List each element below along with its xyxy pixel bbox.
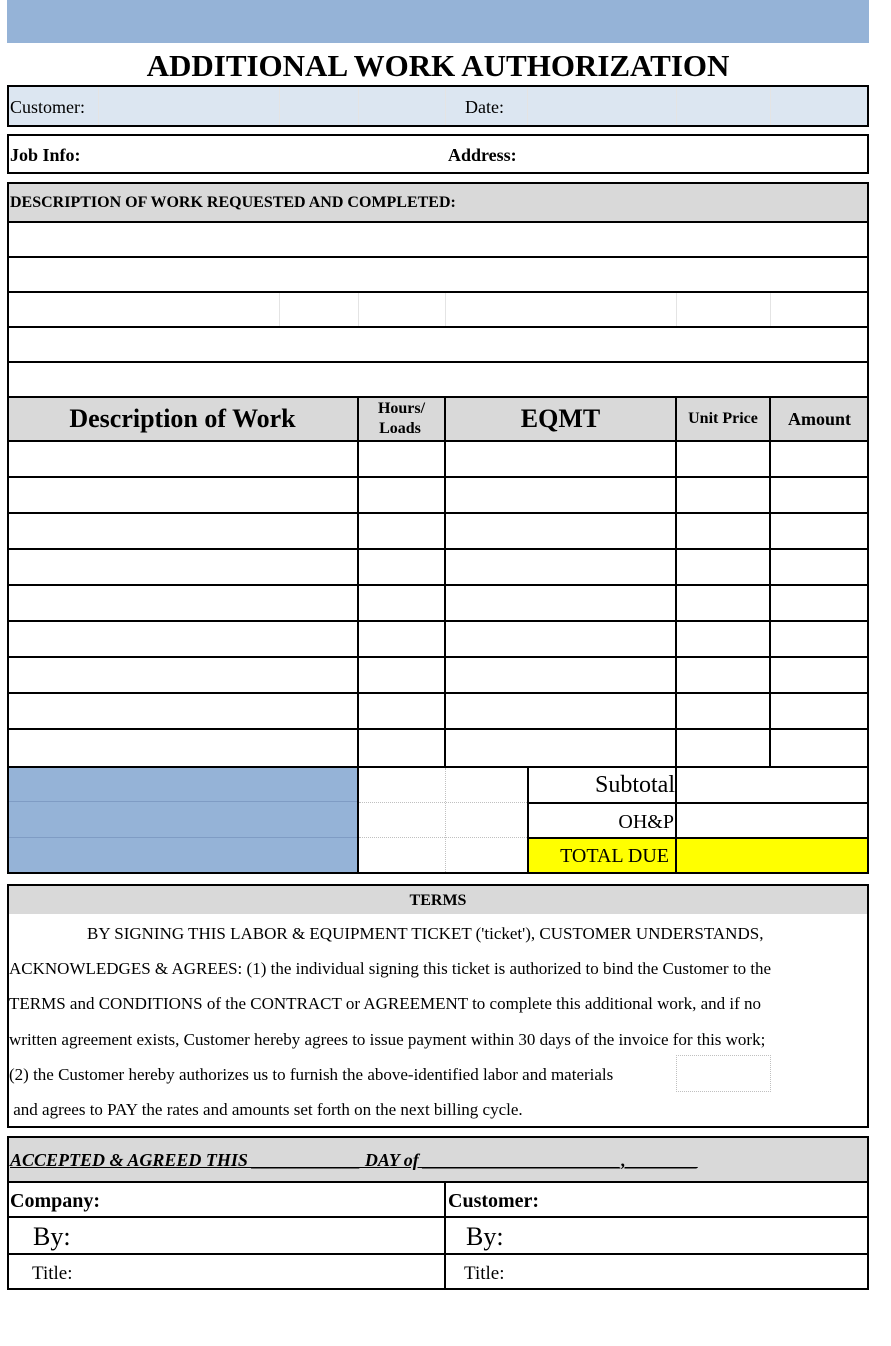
company-title-field[interactable] [100, 1255, 440, 1288]
table-row[interactable] [7, 512, 869, 514]
grid-line [445, 293, 446, 326]
header-hours-line1: Hours/ [377, 400, 426, 417]
job-info-label: Job Info: [10, 145, 81, 165]
work-table-body [7, 440, 869, 768]
dotted-cell [676, 1055, 771, 1092]
terms-header: TERMS [409, 892, 467, 909]
table-row[interactable] [7, 476, 869, 478]
customer-by-field[interactable] [520, 1218, 865, 1252]
subtotal-value-cell[interactable] [675, 766, 869, 804]
grid-line [359, 802, 527, 803]
job-info-row[interactable] [7, 134, 869, 174]
grid-line [358, 293, 359, 326]
grid-line [279, 87, 280, 125]
customer-label: Customer: [10, 97, 85, 117]
totals-middle-block [357, 766, 529, 874]
table-row[interactable] [7, 620, 869, 622]
totals-blue-block [7, 766, 359, 874]
grid-line [358, 87, 359, 125]
grid-line [527, 87, 528, 125]
description-line-3[interactable] [7, 291, 869, 293]
company-by-field[interactable] [100, 1218, 440, 1252]
customer-title-field[interactable] [520, 1255, 865, 1288]
subtotal-label: Subtotal [594, 772, 675, 798]
column-divider [357, 396, 359, 768]
terms-line-1: BY SIGNING THIS LABOR & EQUIPMENT TICKET ('ticket'), CUSTOMER UNDERSTANDS, [87, 924, 764, 943]
terms-line-6: and agrees to PAY the rates and amounts set forth on the next billing cycle. [9, 1100, 523, 1119]
total-due-value-cell[interactable] [675, 837, 869, 874]
grid-line [770, 293, 771, 326]
address-label: Address: [448, 145, 517, 165]
header-unit-price: Unit Price [688, 410, 758, 427]
signature-column-divider [444, 1181, 446, 1290]
total-due-label: TOTAL DUE [560, 845, 669, 867]
header-eqmt: EQMT [520, 404, 601, 433]
header-amount: Amount [787, 409, 851, 429]
date-label: Date: [465, 97, 504, 117]
description-line-5[interactable] [7, 361, 869, 363]
table-row[interactable] [7, 656, 869, 658]
accepted-text: ACCEPTED & AGREED THIS ____________ DAY of ______________________,________ [10, 1150, 698, 1170]
company-label: Company: [10, 1190, 101, 1212]
title-label-right: Title: [464, 1263, 505, 1284]
description-line-1[interactable] [7, 221, 869, 223]
description-header: DESCRIPTION OF WORK REQUESTED AND COMPLETED: [10, 194, 456, 211]
table-row[interactable] [7, 692, 869, 694]
grid-line [676, 87, 677, 125]
grid-line [279, 293, 280, 326]
totals-blue-divider [9, 837, 357, 838]
header-hours-line2: Loads [379, 420, 421, 437]
terms-line-3: TERMS and CONDITIONS of the CONTRACT or AGREEMENT to complete this additional work, and if no [9, 994, 762, 1013]
column-divider [769, 396, 771, 768]
header-description: Description of Work [69, 404, 296, 433]
customer-signature-label: Customer: [448, 1190, 540, 1212]
grid-line [445, 768, 446, 872]
grid-line [676, 293, 677, 326]
grid-line [445, 87, 446, 125]
grid-line [359, 837, 527, 838]
table-row[interactable] [7, 584, 869, 586]
description-line-2[interactable] [7, 256, 869, 258]
terms-line-2: ACKNOWLEDGES & AGREES: (1) the individual signing this ticket is authorized to bind the Customer to the [9, 959, 772, 978]
title-label-left: Title: [32, 1263, 73, 1284]
top-band [7, 0, 869, 43]
customer-date-row[interactable] [7, 85, 869, 127]
description-line-4[interactable] [7, 326, 869, 328]
table-row[interactable] [7, 728, 869, 730]
by-label-right: By: [466, 1222, 504, 1251]
page-title: ADDITIONAL WORK AUTHORIZATION [146, 48, 730, 83]
grid-line [770, 87, 771, 125]
totals-blue-divider [9, 801, 357, 802]
terms-line-5: (2) the Customer hereby authorizes us to furnish the above-identified labor and materials [9, 1065, 614, 1084]
by-label-left: By: [33, 1222, 71, 1251]
column-divider [675, 396, 677, 768]
column-divider [444, 396, 446, 768]
terms-line-4: written agreement exists, Customer hereby agrees to issue payment within 30 days of the invoice for this work; [9, 1030, 766, 1049]
ohp-label: OH&P [618, 811, 674, 833]
ohp-value-cell[interactable] [675, 802, 869, 839]
grid-line [98, 87, 99, 125]
table-row[interactable] [7, 548, 869, 550]
